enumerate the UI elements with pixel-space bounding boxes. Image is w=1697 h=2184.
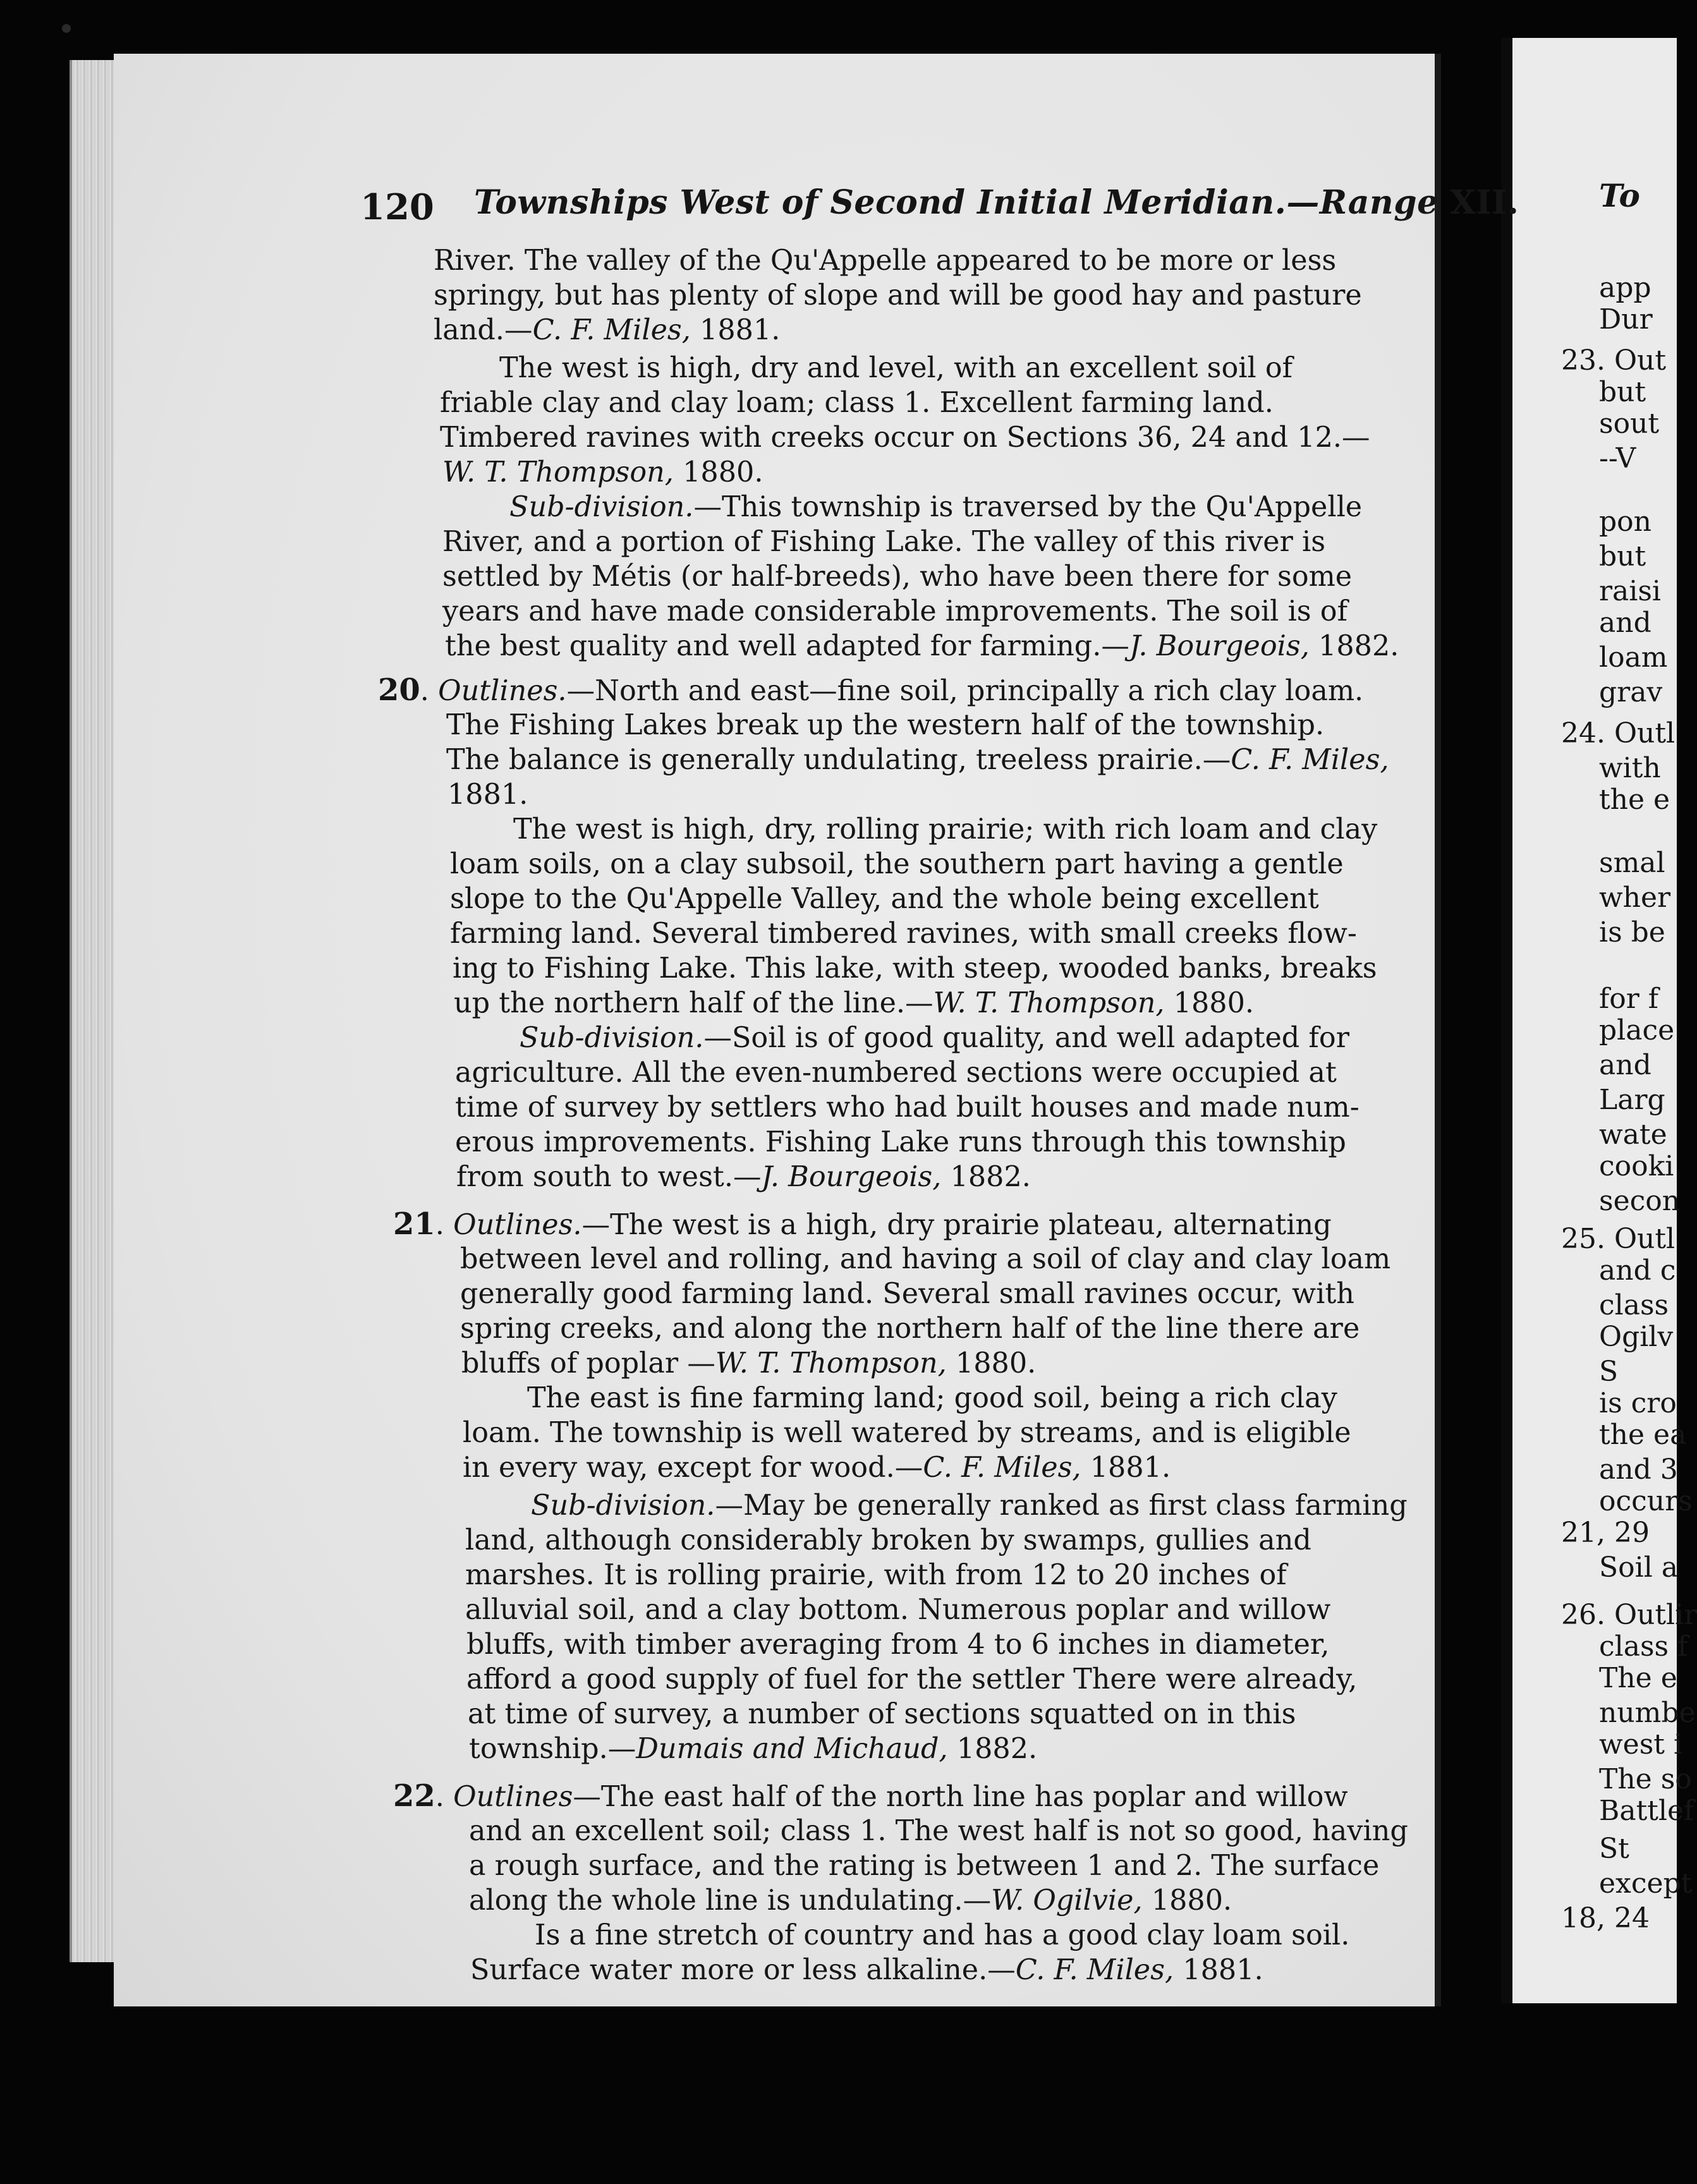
right-page-line: but bbox=[1599, 376, 1646, 408]
author: C. F. Miles, bbox=[1231, 744, 1389, 776]
scan-speck bbox=[62, 24, 71, 33]
author: C. F. Miles, bbox=[1015, 1954, 1174, 1986]
text-line: friable clay and clay loam; class 1. Excellent farming land. bbox=[440, 387, 1274, 419]
text-line: spring creeks, and along the northern half of the line there are bbox=[460, 1313, 1360, 1345]
text: the best quality and well adapted for farming.— bbox=[445, 630, 1129, 662]
author: Dumais and Michaud, bbox=[636, 1733, 948, 1765]
right-page-line: Dur bbox=[1599, 303, 1653, 336]
text: Surface water more or less alkaline.— bbox=[470, 1954, 1016, 1986]
right-page-line: 21, 29 bbox=[1561, 1517, 1650, 1549]
right-page-line: occurs bbox=[1599, 1485, 1693, 1517]
right-page-line: and bbox=[1599, 607, 1651, 639]
text-line: generally good farming land. Several small ravines occur, with bbox=[460, 1278, 1354, 1310]
text: —The east half of the north line has poplar and willow bbox=[573, 1781, 1348, 1813]
text-line bbox=[454, 986, 1254, 1021]
year: 1882. bbox=[947, 1733, 1038, 1765]
page-number: 120 bbox=[360, 186, 434, 228]
text-line bbox=[456, 1160, 1031, 1194]
right-page-line: for f bbox=[1599, 983, 1659, 1015]
right-page-line: smal bbox=[1599, 847, 1665, 879]
right-page-line: pon bbox=[1599, 506, 1651, 538]
right-page-line: with bbox=[1599, 752, 1661, 784]
year: 1880. bbox=[673, 456, 763, 488]
text-line: a rough surface, and the rating is between 1 and 2. The surface bbox=[469, 1850, 1380, 1882]
right-page-line: and bbox=[1599, 1049, 1651, 1081]
right-page-line: loam bbox=[1599, 641, 1668, 674]
right-page-line: Battlef bbox=[1599, 1795, 1694, 1827]
right-page-line: but bbox=[1599, 540, 1646, 573]
year: 1880. bbox=[1164, 987, 1255, 1019]
right-page-line: Ogilv bbox=[1599, 1321, 1674, 1353]
right-page-line: wate bbox=[1599, 1119, 1667, 1151]
text-line: The east is fine farming land; good soil, being a rich clay bbox=[527, 1382, 1337, 1414]
author: W. Ogilvie, bbox=[991, 1884, 1143, 1917]
year: 1881. bbox=[1174, 1954, 1263, 1986]
author: W. T. Thompson, bbox=[715, 1347, 947, 1380]
text-line: 21. Outlines.—The west is a high, dry prairie plateau, alternating bbox=[393, 1206, 1332, 1242]
right-page-line: numbe bbox=[1599, 1697, 1696, 1729]
text-line: time of survey by settlers who had built houses and made num- bbox=[455, 1091, 1359, 1124]
right-page-line: 18, 24 bbox=[1561, 1902, 1650, 1934]
author: C. F. Miles, bbox=[923, 1452, 1081, 1484]
right-page-line: and 3 bbox=[1599, 1453, 1678, 1486]
text: bluffs of poplar — bbox=[461, 1347, 715, 1380]
right-page-line: 26. Outlir bbox=[1561, 1599, 1697, 1631]
year: 1880. bbox=[1142, 1884, 1232, 1917]
right-page-line: Larg bbox=[1599, 1084, 1665, 1116]
township-number: 21 bbox=[393, 1206, 435, 1242]
right-page-line: app bbox=[1599, 272, 1651, 304]
right-page-line: 23. Out bbox=[1561, 344, 1667, 377]
text-line: settled by Métis (or half-breeds), who have been there for some bbox=[442, 561, 1353, 593]
text-line: agriculture. All the even-numbered sections were occupied at bbox=[455, 1057, 1337, 1089]
text-line: marshes. It is rolling prairie, with from 12 to 20 inches of bbox=[465, 1559, 1287, 1591]
text-line bbox=[434, 313, 780, 348]
right-page-line: 24. Outl bbox=[1561, 717, 1676, 749]
text-line: The west is high, dry, rolling prairie; with rich loam and clay bbox=[513, 813, 1378, 846]
text-line: loam. The township is well watered by streams, and is eligible bbox=[463, 1417, 1351, 1449]
text-line bbox=[445, 629, 1399, 664]
text: along the whole line is undulating.— bbox=[469, 1884, 992, 1917]
text: from south to west.— bbox=[456, 1161, 762, 1193]
text-line: years and have made considerable improvements. The soil is of bbox=[442, 595, 1348, 628]
text-line bbox=[461, 1346, 1036, 1381]
text-line: alluvial soil, and a clay bottom. Numerous poplar and willow bbox=[465, 1594, 1331, 1626]
text: up the northern half of the line.— bbox=[454, 987, 934, 1019]
text-line: bluffs, with timber averaging from 4 to 6 inches in diameter, bbox=[466, 1629, 1330, 1661]
text-line: slope to the Qu'Appelle Valley, and the whole being excellent bbox=[450, 883, 1319, 915]
text-line bbox=[463, 1450, 1171, 1485]
text-line: 22. Outlines—The east half of the north line has poplar and willow bbox=[393, 1778, 1348, 1814]
text-line bbox=[446, 743, 1389, 777]
text-line: afford a good supply of fuel for the settler There were already, bbox=[466, 1663, 1358, 1696]
text-line bbox=[442, 455, 763, 490]
right-page-line: place bbox=[1599, 1014, 1675, 1046]
author: W. T. Thompson, bbox=[442, 456, 674, 488]
text: township.— bbox=[469, 1733, 636, 1765]
outlines-label: Outlines. bbox=[453, 1209, 582, 1241]
right-page-line: raisi bbox=[1599, 575, 1661, 607]
running-title bbox=[474, 183, 1519, 222]
text: —This township is traversed by the Qu'Appelle bbox=[693, 491, 1363, 523]
text-line bbox=[520, 1021, 1349, 1055]
right-page-line: cooki bbox=[1599, 1150, 1674, 1182]
township-number: 20 bbox=[378, 672, 420, 708]
right-page-line: wher bbox=[1599, 882, 1671, 914]
right-page-line: The so bbox=[1599, 1763, 1692, 1795]
right-page-line: and c bbox=[1599, 1254, 1676, 1287]
text-line bbox=[470, 1953, 1263, 1987]
right-page-header: To bbox=[1599, 177, 1640, 214]
text-line: at time of survey, a number of sections squatted on in this bbox=[468, 1698, 1296, 1730]
outlines-label: Outlines. bbox=[438, 675, 567, 707]
right-page-line: grav bbox=[1599, 676, 1663, 708]
subdivision-label: Sub-division. bbox=[509, 491, 694, 523]
outlines-label: Outlines bbox=[453, 1781, 573, 1813]
right-page-line: 25. Outl bbox=[1561, 1223, 1676, 1255]
text-line: ing to Fishing Lake. This lake, with steep, wooded banks, breaks bbox=[453, 952, 1377, 985]
text-line: loam soils, on a clay subsoil, the southern part having a gentle bbox=[450, 848, 1344, 880]
right-page-line: class f bbox=[1599, 1630, 1688, 1663]
text: —May be generally ranked as first class farming bbox=[715, 1489, 1408, 1522]
text-line bbox=[469, 1883, 1232, 1918]
right-page-line: Soil a bbox=[1599, 1551, 1678, 1584]
year: 1880. bbox=[946, 1347, 1037, 1380]
text-line: 1881. bbox=[447, 779, 528, 811]
text-line: springy, but has plenty of slope and will be good hay and pasture bbox=[434, 279, 1362, 312]
right-page-line: the e bbox=[1599, 784, 1670, 816]
running-title-text: Townships West of Second Initial Meridian.—Range bbox=[474, 183, 1438, 222]
text-line: The Fishing Lakes break up the western half of the township. bbox=[446, 709, 1325, 741]
right-page-line: west i bbox=[1599, 1728, 1683, 1761]
right-page-line: --V bbox=[1599, 442, 1636, 475]
right-page-line: the ea bbox=[1599, 1419, 1687, 1451]
text-line: River, and a portion of Fishing Lake. The valley of this river is bbox=[442, 526, 1326, 558]
year: 1882. bbox=[941, 1161, 1031, 1193]
right-page-line: is cro bbox=[1599, 1387, 1677, 1419]
right-page-line: S bbox=[1599, 1356, 1619, 1388]
right-page-line: class bbox=[1599, 1289, 1669, 1321]
year: 1881. bbox=[690, 314, 781, 346]
text: in every way, except for wood.— bbox=[463, 1452, 923, 1484]
text-line: Is a fine stretch of country and has a good clay loam soil. bbox=[535, 1919, 1350, 1951]
text-line: farming land. Several timbered ravines, with small creeks flow- bbox=[450, 918, 1357, 950]
right-page-line: sout bbox=[1599, 408, 1660, 440]
text-line: 20. Outlines.—North and east—fine soil, principally a rich clay loam. bbox=[378, 672, 1364, 708]
township-number: 22 bbox=[393, 1778, 435, 1814]
text-line: River. The valley of the Qu'Appelle appeared to be more or less bbox=[434, 245, 1337, 277]
year: 1882. bbox=[1309, 630, 1399, 662]
text: —The west is a high, dry prairie plateau, alternating bbox=[581, 1209, 1332, 1241]
right-page-line: The e bbox=[1599, 1662, 1677, 1694]
right-page-line: secon bbox=[1599, 1185, 1681, 1217]
text-line bbox=[531, 1488, 1408, 1523]
text: land.— bbox=[434, 314, 533, 346]
author: C. F. Miles, bbox=[532, 314, 691, 346]
right-page-line: except bbox=[1599, 1867, 1693, 1900]
author: J. Bourgeois, bbox=[1129, 630, 1310, 662]
subdivision-label: Sub-division. bbox=[520, 1022, 704, 1054]
text: —Soil is of good quality, and well adapted for bbox=[703, 1022, 1349, 1054]
text-line bbox=[469, 1732, 1037, 1766]
text-line: land, although considerably broken by swamps, gullies and bbox=[465, 1524, 1311, 1556]
right-page-line: St bbox=[1599, 1833, 1629, 1865]
text-line: Timbered ravines with creeks occur on Sections 36, 24 and 12.— bbox=[440, 422, 1370, 454]
page-header bbox=[360, 183, 1519, 228]
text-line: The west is high, dry and level, with an excellent soil of bbox=[499, 352, 1293, 384]
text: —North and east—fine soil, principally a rich clay loam. bbox=[566, 675, 1364, 707]
author: J. Bourgeois, bbox=[761, 1161, 942, 1193]
text-line bbox=[509, 490, 1362, 525]
text-line: between level and rolling, and having a soil of clay and clay loam bbox=[460, 1243, 1391, 1275]
subdivision-label: Sub-division. bbox=[531, 1489, 715, 1522]
author: W. T. Thompson, bbox=[933, 987, 1165, 1019]
range-numeral: XII. bbox=[1450, 183, 1519, 222]
year: 1881. bbox=[1081, 1452, 1171, 1484]
right-page-line: is be bbox=[1599, 916, 1665, 949]
text-line: erous improvements. Fishing Lake runs through this township bbox=[455, 1126, 1346, 1158]
text-line: and an excellent soil; class 1. The west half is not so good, having bbox=[469, 1815, 1408, 1847]
text: The balance is generally undulating, treeless prairie.— bbox=[446, 744, 1231, 776]
